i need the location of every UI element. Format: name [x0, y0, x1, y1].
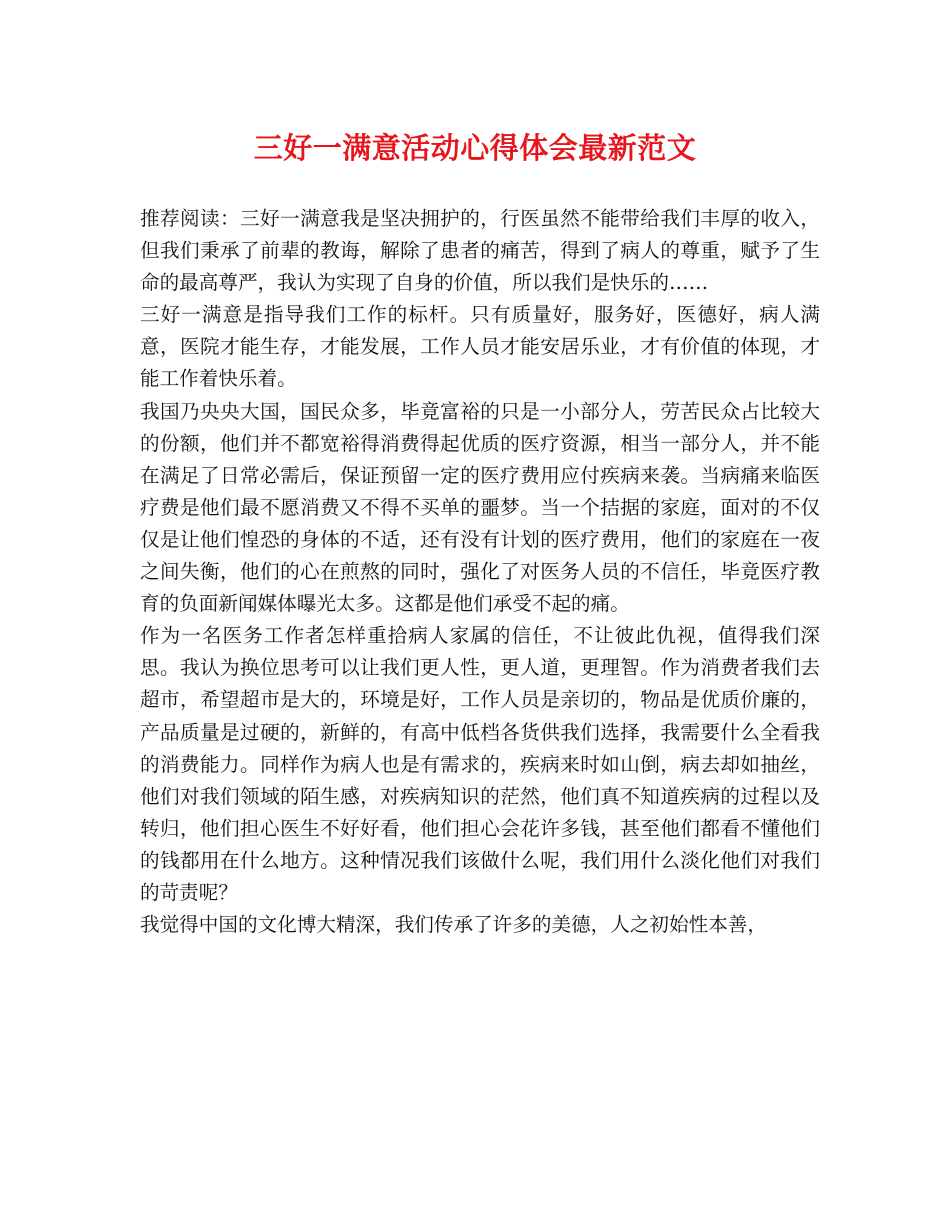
paragraph-chinese-culture: 我觉得中国的文化博大精深，我们传承了许多的美德，人之初始性本善， — [140, 913, 767, 937]
paragraph-benchmark: 三好一满意是指导我们工作的标杆。只有质量好，服务好，医德好，病人满意，医院才能生存，才能发展，工作人员才能安居乐业，才有价值的体现，才能工作着快乐着。 — [140, 303, 820, 391]
paragraph-rebuild-trust: 作为一名医务工作者怎样重拾病人家属的信任，不让彼此仇视，值得我们深思。我认为换位思考可以让我们更人性，更人道，更理智。作为消费者我们去超市，希望超市是大的，环境是好，工作人员是亲切的，物品是优质价廉的，产品质量是过硬的，新鲜的，有高中低档各货供我们选择，我需要什么全看我的消费能力。同样作为病人也是有需求的，疾病来时如山倒，病去却如抽丝，他们对我们领域的陌生感，对疾病知识的茫然，他们真不知道疾病的过程以及转归，他们担心医生不好好看，他们担心会花许多钱，甚至他们都看不懂他们的钱都用在什么地方。这种情况我们该做什么呢，我们用什么淡化他们对我们的苛责呢？ — [140, 624, 820, 904]
paragraph-recommended-reading: 推荐阅读：三好一满意我是坚决拥护的，行医虽然不能带给我们丰厚的收入，但我们秉承了前辈的教诲，解除了患者的痛苦，得到了病人的尊重，赋予了生命的最高尊严，我认为实现了自身的价值，所以我们是快乐的…… — [140, 207, 820, 295]
paragraph-national-situation: 我国乃央央大国，国民众多，毕竟富裕的只是一小部分人，劳苦民众占比较大的份额，他们并不都宽裕得消费得起优质的医疗资源，相当一部分人，并不能在满足了日常必需后，保证预留一定的医疗费用应付疾病来袭。当病痛来临医疗费是他们最不愿消费又不得不买单的噩梦。当一个拮据的家庭，面对的不仅仅是让他们惶恐的身体的不适，还有没有计划的医疗费用，他们的家庭在一夜之间失衡，他们的心在煎熬的同时，强化了对医务人员的不信任，毕竟医疗教育的负面新闻媒体曝光太多。这都是他们承受不起的痛。 — [140, 399, 820, 616]
document-body — [140, 203, 820, 941]
document-title: 三好一满意活动心得体会最新范文 — [253, 131, 697, 165]
